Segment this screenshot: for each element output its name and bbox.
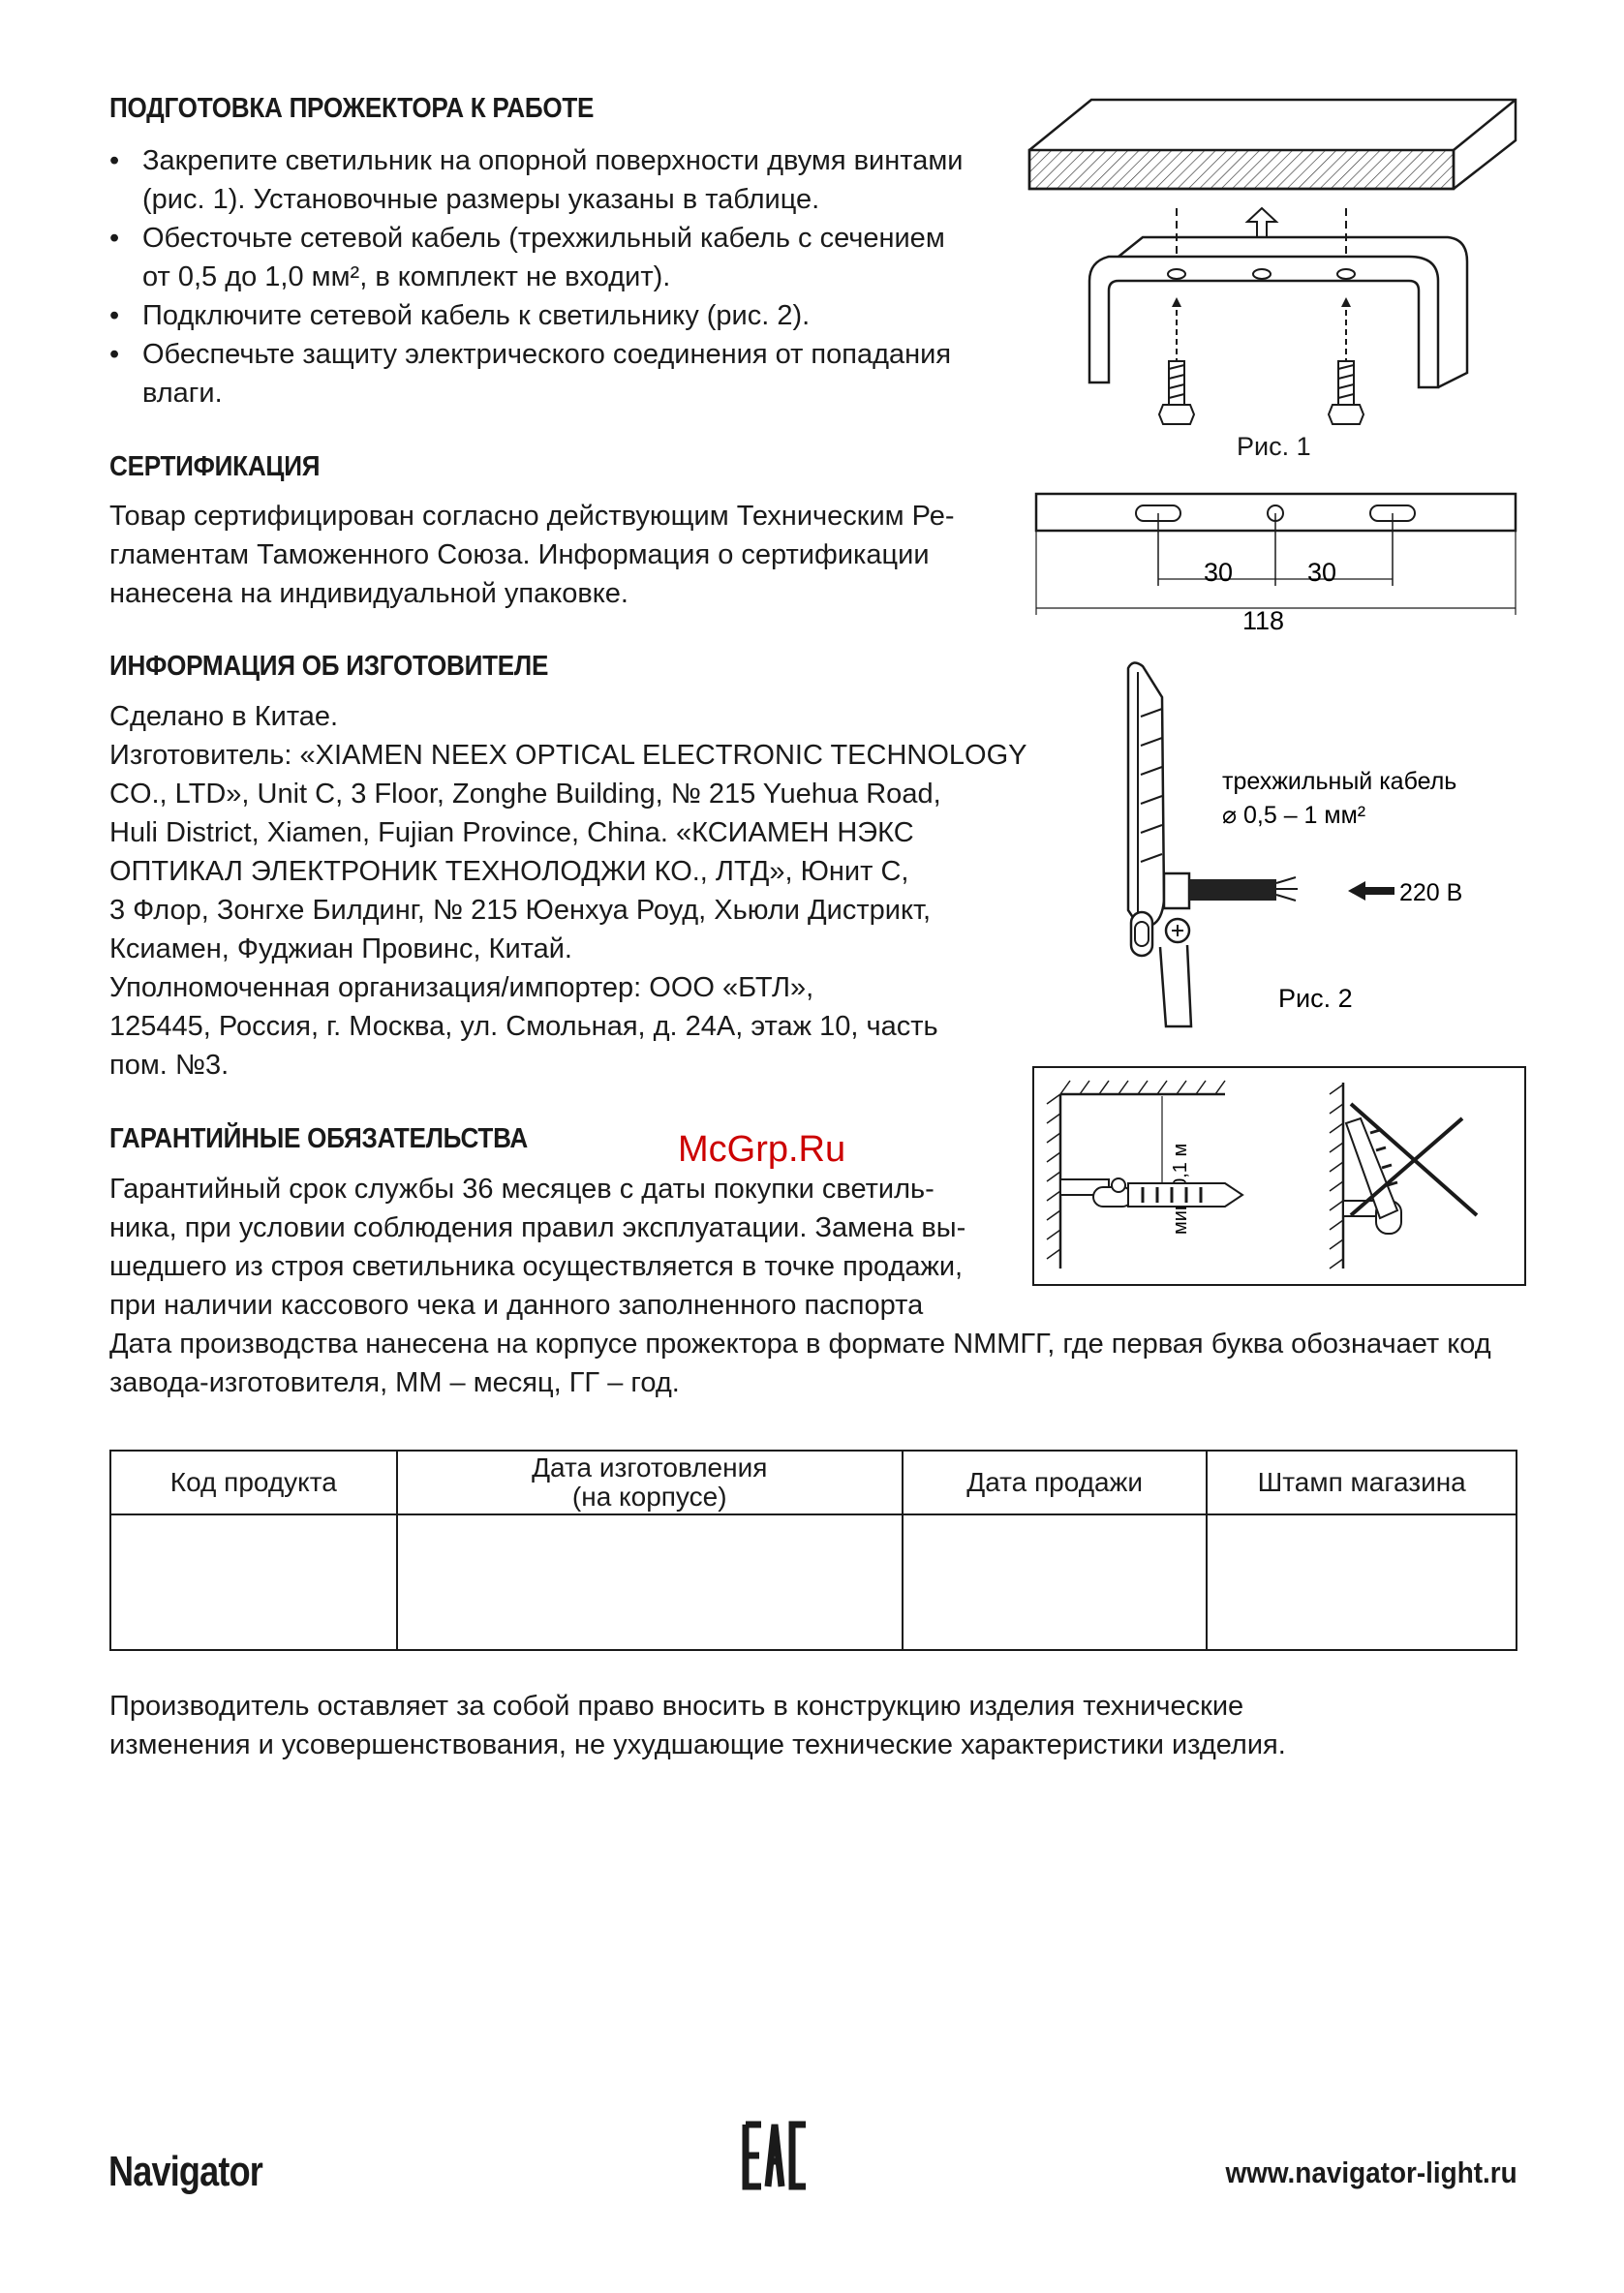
dimension-total: 118 [1242,606,1285,635]
list-item: • Обесточьте сетевой кабель (трехжильный кабель с сечением от 0,5 до 1,0 мм², в комплект не входит). [109,219,976,296]
table-header-row [110,1451,1517,1514]
disclaimer-text: Производитель оставляет за собой право вносить в конструкцию изделия технические изменения и усовершенствования, не ухудшающие технические характеристики изделия. [109,1691,1286,1760]
cell-shop-stamp[interactable] [1207,1514,1517,1650]
heading-preparation: ПОДГОТОВКА ПРОЖЕКТОРА К РАБОТЕ [109,93,595,124]
list-item: • Закрепите светильник на опорной поверхности двумя винтами (рис. 1). Установочные размеры указаны в таблице. [109,141,976,219]
header-manufacture-date: Дата изготовления (на корпусе) [397,1451,903,1514]
cable-section: ⌀ 0,5 – 1 мм² [1222,802,1366,829]
screw-icon [1159,297,1194,424]
heading-warranty: ГАРАНТИЙНЫЕ ОБЯЗАТЕЛЬСТВА [109,1123,528,1154]
figure-2-caption: Рис. 2 [1278,984,1353,1013]
figure-1-mounting [1022,92,1525,470]
heading-certification: СЕРТИФИКАЦИЯ [109,451,321,482]
header-sale-date: Дата продажи [903,1451,1208,1514]
table-row [110,1514,1517,1650]
website-link[interactable]: www.navigator-light.ru [1225,2155,1517,2189]
figure-2-wiring [1085,658,1530,1036]
dimension-right: 30 [1307,558,1337,587]
cell-manufacture-date[interactable] [397,1514,903,1650]
voltage-label: 220 В [1399,879,1463,906]
cable-label: трехжильный кабель [1222,768,1457,795]
mounting-dimensions [1022,484,1525,639]
manufacturer-text: Сделано в Китае. Изготовитель: «XIAMEN NEEX OPTICAL ELECTRONIC TECHNOLOGY CO., LTD», Unit C, 3 Floor, Zonghe Building, № 215 Yuehua Road, Huli District, Xiamen, Fujian Province, China. «КСИАМЕН НЭКС ОПТИКАЛ ЭЛЕКТРОНИК ТЕХНОЛОДЖИ КО., ЛТД», Юнит С, 3 Флор, Зонгхе Билдинг, № 215 Юенхуа Роуд, Хьюли Дистрикт, Ксиамен, Фуджиан Провинс, Китай. Уполномоченная организация/импортер: ООО «БТЛ», 125445, Россия, г. Москва, ул. Смольная, д. 24А, этаж 10, часть пом. №3. [109,701,1027,1081]
certification-text: Товар сертифицирован согласно действующим Техническим Ре- гламентам Таможенного Союза. Информация о сертификации нанесена на индивидуальной упаковке. [109,501,955,609]
watermark: McGrp.Ru [678,1129,846,1170]
cell-product-code[interactable] [110,1514,397,1650]
eac-mark-icon [742,2121,810,2190]
figure-1-caption: Рис. 1 [1237,432,1311,461]
dimension-left: 30 [1204,558,1234,587]
list-item: • Обеспечьте защиту электрического соединения от попадания влаги. [109,335,976,413]
header-product-code: Код продукта [110,1451,397,1514]
navigator-logo: Navigator [108,2148,263,2195]
header-shop-stamp: Штамп магазина [1207,1451,1517,1514]
installation-distance-figure [1031,1065,1527,1288]
list-item: • Подключите сетевой кабель к светильнику (рис. 2). [109,296,976,335]
heading-manufacturer: ИНФОРМАЦИЯ ОБ ИЗГОТОВИТЕЛЕ [109,651,549,682]
screw-icon [1329,297,1364,424]
preparation-steps [109,141,976,413]
warranty-text: Гарантийный срок службы 36 месяцев с даты покупки светиль- ника, при условии соблюдения правил эксплуатации. Замена вы- шедшего из строя светильника осуществляется в точке продажи, при наличии кассового чека и данного заполненного паспорта [109,1174,966,1321]
cell-sale-date[interactable] [903,1514,1208,1650]
production-date-text: Дата производства нанесена на корпусе прожектора в формате NММГГ, где первая буква обозначает код завода-изготовителя, ММ – месяц, ГГ – год. [109,1329,1491,1398]
warranty-table [109,1450,1517,1651]
